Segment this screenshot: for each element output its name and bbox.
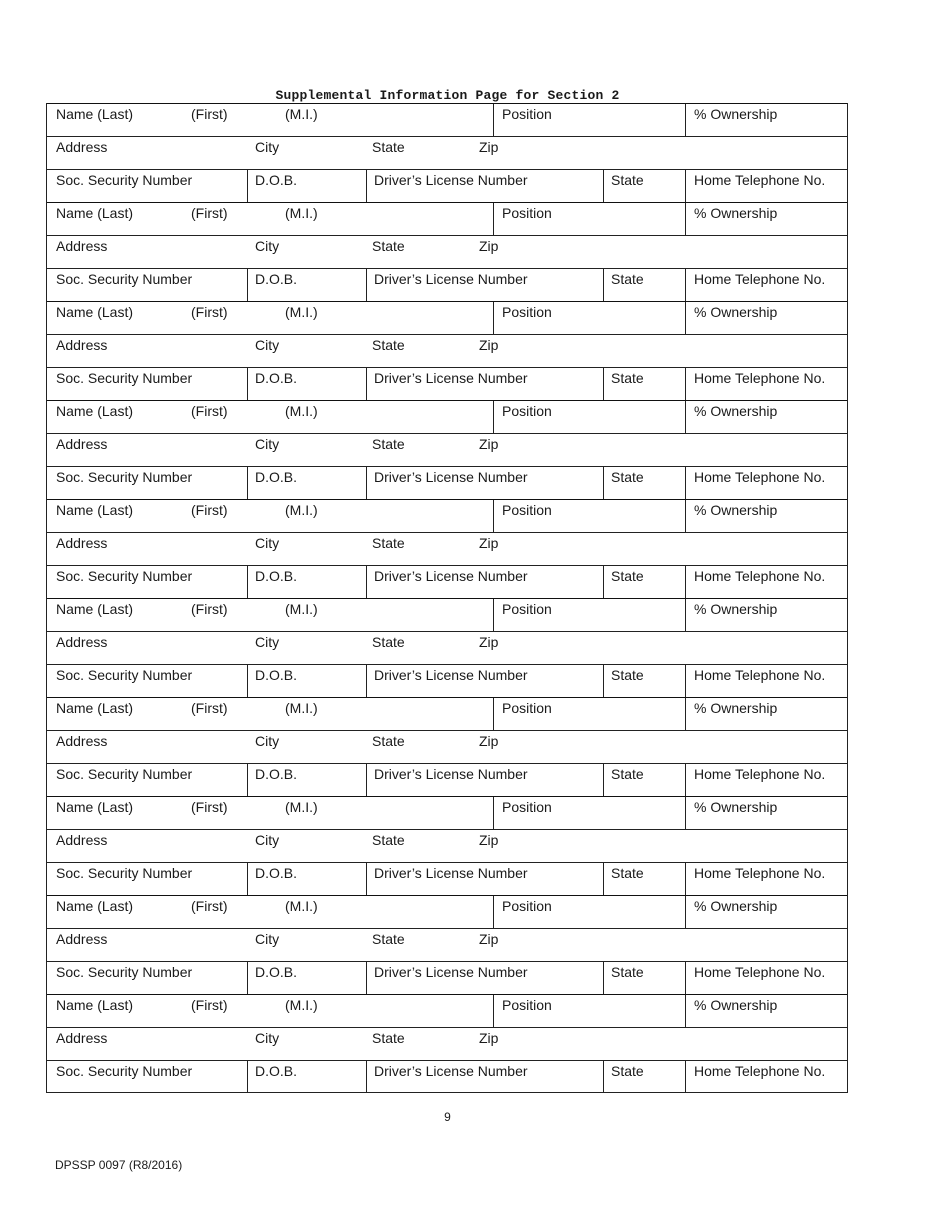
first-name-label: (First) (191, 106, 228, 122)
name-row (47, 400, 847, 433)
address-label: Address (56, 535, 108, 551)
dob-label: D.O.B. (255, 568, 298, 584)
position-label: Position (502, 205, 552, 221)
address-row (47, 631, 847, 664)
cell-divider (685, 170, 686, 202)
position-label: Position (502, 700, 552, 716)
cell-divider (685, 467, 686, 499)
ssn-label: Soc. Security Number (56, 865, 193, 881)
zip-label: Zip (479, 931, 499, 947)
position-label: Position (502, 997, 552, 1013)
middle-initial-label: (M.I.) (285, 601, 318, 617)
name-row (47, 301, 847, 334)
cell-divider (493, 797, 494, 829)
state-label: State (372, 436, 405, 452)
middle-initial-label: (M.I.) (285, 898, 318, 914)
name-row (47, 598, 847, 631)
name-last-label: Name (Last) (56, 799, 134, 815)
name-last-label: Name (Last) (56, 304, 134, 320)
cell-divider (685, 764, 686, 796)
home-phone-label: Home Telephone No. (694, 172, 826, 188)
ownership-label: % Ownership (694, 205, 778, 221)
dob-label: D.O.B. (255, 667, 298, 683)
city-label: City (255, 535, 280, 551)
cell-divider (685, 1061, 686, 1092)
zip-label: Zip (479, 436, 499, 452)
zip-label: Zip (479, 733, 499, 749)
cell-divider (493, 599, 494, 631)
ownership-label: % Ownership (694, 601, 778, 617)
address-label: Address (56, 733, 108, 749)
owner-information-form (46, 103, 848, 1093)
home-phone-label: Home Telephone No. (694, 271, 826, 287)
first-name-label: (First) (191, 403, 228, 419)
ssn-label: Soc. Security Number (56, 370, 193, 386)
state-label: State (372, 832, 405, 848)
ownership-label: % Ownership (694, 898, 778, 914)
address-label: Address (56, 1030, 108, 1046)
page-number: 9 (444, 1110, 451, 1124)
ownership-label: % Ownership (694, 403, 778, 419)
ownership-label: % Ownership (694, 106, 778, 122)
first-name-label: (First) (191, 304, 228, 320)
page-title: Supplemental Information Page for Section 2 (275, 88, 620, 103)
cell-divider (603, 566, 604, 598)
city-label: City (255, 931, 280, 947)
cell-divider (685, 302, 686, 334)
state-label: State (372, 238, 405, 254)
address-row (47, 532, 847, 565)
drivers-license-label: Driver’s License Number (374, 865, 528, 881)
city-label: City (255, 139, 280, 155)
cell-divider (493, 104, 494, 136)
drivers-license-label: Driver’s License Number (374, 568, 528, 584)
ownership-label: % Ownership (694, 502, 778, 518)
cell-divider (493, 203, 494, 235)
middle-initial-label: (M.I.) (285, 799, 318, 815)
first-name-label: (First) (191, 799, 228, 815)
cell-divider (366, 764, 367, 796)
position-label: Position (502, 502, 552, 518)
zip-label: Zip (479, 832, 499, 848)
home-phone-label: Home Telephone No. (694, 766, 826, 782)
cell-divider (247, 170, 248, 202)
middle-initial-label: (M.I.) (285, 304, 318, 320)
state-label: State (372, 733, 405, 749)
form-code: DPSSP 0097 (R8/2016) (55, 1158, 183, 1172)
cell-divider (685, 896, 686, 928)
license-state-label: State (611, 1063, 644, 1079)
ssn-label: Soc. Security Number (56, 469, 193, 485)
cell-divider (366, 566, 367, 598)
first-name-label: (First) (191, 502, 228, 518)
zip-label: Zip (479, 238, 499, 254)
license-state-label: State (611, 469, 644, 485)
license-state-label: State (611, 172, 644, 188)
name-row (47, 796, 847, 829)
cell-divider (685, 203, 686, 235)
cell-divider (685, 104, 686, 136)
ssn-label: Soc. Security Number (56, 1063, 193, 1079)
drivers-license-label: Driver’s License Number (374, 1063, 528, 1079)
cell-divider (685, 269, 686, 301)
ssn-label: Soc. Security Number (56, 172, 193, 188)
cell-divider (685, 863, 686, 895)
cell-divider (685, 797, 686, 829)
state-label: State (372, 337, 405, 353)
cell-divider (685, 599, 686, 631)
address-row (47, 136, 847, 169)
drivers-license-label: Driver’s License Number (374, 271, 528, 287)
middle-initial-label: (M.I.) (285, 205, 318, 221)
home-phone-label: Home Telephone No. (694, 469, 826, 485)
identity-row (47, 466, 847, 499)
cell-divider (366, 665, 367, 697)
middle-initial-label: (M.I.) (285, 106, 318, 122)
dob-label: D.O.B. (255, 172, 298, 188)
cell-divider (685, 962, 686, 994)
state-label: State (372, 1030, 405, 1046)
address-label: Address (56, 931, 108, 947)
address-label: Address (56, 436, 108, 452)
cell-divider (247, 368, 248, 400)
cell-divider (247, 863, 248, 895)
cell-divider (366, 467, 367, 499)
identity-row (47, 961, 847, 994)
city-label: City (255, 238, 280, 254)
city-label: City (255, 832, 280, 848)
cell-divider (493, 896, 494, 928)
cell-divider (247, 764, 248, 796)
cell-divider (685, 500, 686, 532)
identity-row (47, 268, 847, 301)
drivers-license-label: Driver’s License Number (374, 766, 528, 782)
position-label: Position (502, 304, 552, 320)
cell-divider (493, 995, 494, 1027)
home-phone-label: Home Telephone No. (694, 370, 826, 386)
cell-divider (493, 500, 494, 532)
first-name-label: (First) (191, 601, 228, 617)
cell-divider (603, 1061, 604, 1092)
ownership-label: % Ownership (694, 997, 778, 1013)
state-label: State (372, 139, 405, 155)
first-name-label: (First) (191, 898, 228, 914)
dob-label: D.O.B. (255, 766, 298, 782)
drivers-license-label: Driver’s License Number (374, 370, 528, 386)
identity-row (47, 565, 847, 598)
dob-label: D.O.B. (255, 370, 298, 386)
address-label: Address (56, 634, 108, 650)
cell-divider (685, 995, 686, 1027)
cell-divider (603, 467, 604, 499)
cell-divider (247, 1061, 248, 1092)
license-state-label: State (611, 964, 644, 980)
identity-row (47, 862, 847, 895)
middle-initial-label: (M.I.) (285, 403, 318, 419)
home-phone-label: Home Telephone No. (694, 667, 826, 683)
home-phone-label: Home Telephone No. (694, 1063, 826, 1079)
dob-label: D.O.B. (255, 964, 298, 980)
identity-row (47, 1060, 847, 1092)
name-row (47, 697, 847, 730)
ssn-label: Soc. Security Number (56, 667, 193, 683)
cell-divider (603, 170, 604, 202)
zip-label: Zip (479, 139, 499, 155)
name-row (47, 202, 847, 235)
city-label: City (255, 1030, 280, 1046)
position-label: Position (502, 799, 552, 815)
cell-divider (247, 269, 248, 301)
license-state-label: State (611, 370, 644, 386)
drivers-license-label: Driver’s License Number (374, 964, 528, 980)
first-name-label: (First) (191, 997, 228, 1013)
name-last-label: Name (Last) (56, 205, 134, 221)
cell-divider (603, 863, 604, 895)
address-label: Address (56, 139, 108, 155)
address-label: Address (56, 337, 108, 353)
name-last-label: Name (Last) (56, 997, 134, 1013)
city-label: City (255, 436, 280, 452)
cell-divider (603, 962, 604, 994)
position-label: Position (502, 601, 552, 617)
cell-divider (493, 401, 494, 433)
identity-row (47, 169, 847, 202)
name-row (47, 994, 847, 1027)
identity-row (47, 664, 847, 697)
ownership-label: % Ownership (694, 304, 778, 320)
state-label: State (372, 535, 405, 551)
middle-initial-label: (M.I.) (285, 700, 318, 716)
address-row (47, 928, 847, 961)
state-label: State (372, 931, 405, 947)
cell-divider (603, 269, 604, 301)
ownership-label: % Ownership (694, 700, 778, 716)
cell-divider (685, 401, 686, 433)
ssn-label: Soc. Security Number (56, 271, 193, 287)
name-last-label: Name (Last) (56, 106, 134, 122)
position-label: Position (502, 898, 552, 914)
cell-divider (247, 665, 248, 697)
address-label: Address (56, 832, 108, 848)
cell-divider (685, 566, 686, 598)
home-phone-label: Home Telephone No. (694, 964, 826, 980)
dob-label: D.O.B. (255, 1063, 298, 1079)
cell-divider (603, 368, 604, 400)
city-label: City (255, 634, 280, 650)
name-row (47, 499, 847, 532)
home-phone-label: Home Telephone No. (694, 568, 826, 584)
cell-divider (685, 368, 686, 400)
city-label: City (255, 733, 280, 749)
home-phone-label: Home Telephone No. (694, 865, 826, 881)
ssn-label: Soc. Security Number (56, 766, 193, 782)
name-row (47, 103, 847, 136)
position-label: Position (502, 106, 552, 122)
address-row (47, 235, 847, 268)
cell-divider (247, 467, 248, 499)
cell-divider (366, 863, 367, 895)
zip-label: Zip (479, 634, 499, 650)
zip-label: Zip (479, 337, 499, 353)
address-row (47, 1027, 847, 1060)
name-last-label: Name (Last) (56, 601, 134, 617)
address-row (47, 334, 847, 367)
zip-label: Zip (479, 535, 499, 551)
zip-label: Zip (479, 1030, 499, 1046)
name-last-label: Name (Last) (56, 898, 134, 914)
drivers-license-label: Driver’s License Number (374, 172, 528, 188)
cell-divider (247, 566, 248, 598)
position-label: Position (502, 403, 552, 419)
license-state-label: State (611, 271, 644, 287)
first-name-label: (First) (191, 700, 228, 716)
cell-divider (685, 698, 686, 730)
name-row (47, 895, 847, 928)
middle-initial-label: (M.I.) (285, 997, 318, 1013)
address-label: Address (56, 238, 108, 254)
cell-divider (493, 698, 494, 730)
address-row (47, 433, 847, 466)
cell-divider (603, 764, 604, 796)
dob-label: D.O.B. (255, 469, 298, 485)
cell-divider (493, 302, 494, 334)
first-name-label: (First) (191, 205, 228, 221)
dob-label: D.O.B. (255, 865, 298, 881)
cell-divider (366, 1061, 367, 1092)
ssn-label: Soc. Security Number (56, 964, 193, 980)
cell-divider (366, 962, 367, 994)
license-state-label: State (611, 667, 644, 683)
cell-divider (247, 962, 248, 994)
cell-divider (366, 368, 367, 400)
cell-divider (366, 170, 367, 202)
license-state-label: State (611, 766, 644, 782)
city-label: City (255, 337, 280, 353)
address-row (47, 829, 847, 862)
ssn-label: Soc. Security Number (56, 568, 193, 584)
drivers-license-label: Driver’s License Number (374, 667, 528, 683)
ownership-label: % Ownership (694, 799, 778, 815)
identity-row (47, 763, 847, 796)
state-label: State (372, 634, 405, 650)
cell-divider (685, 665, 686, 697)
identity-row (47, 367, 847, 400)
license-state-label: State (611, 568, 644, 584)
license-state-label: State (611, 865, 644, 881)
middle-initial-label: (M.I.) (285, 502, 318, 518)
cell-divider (366, 269, 367, 301)
cell-divider (603, 665, 604, 697)
name-last-label: Name (Last) (56, 700, 134, 716)
address-row (47, 730, 847, 763)
name-last-label: Name (Last) (56, 502, 134, 518)
dob-label: D.O.B. (255, 271, 298, 287)
drivers-license-label: Driver’s License Number (374, 469, 528, 485)
name-last-label: Name (Last) (56, 403, 134, 419)
